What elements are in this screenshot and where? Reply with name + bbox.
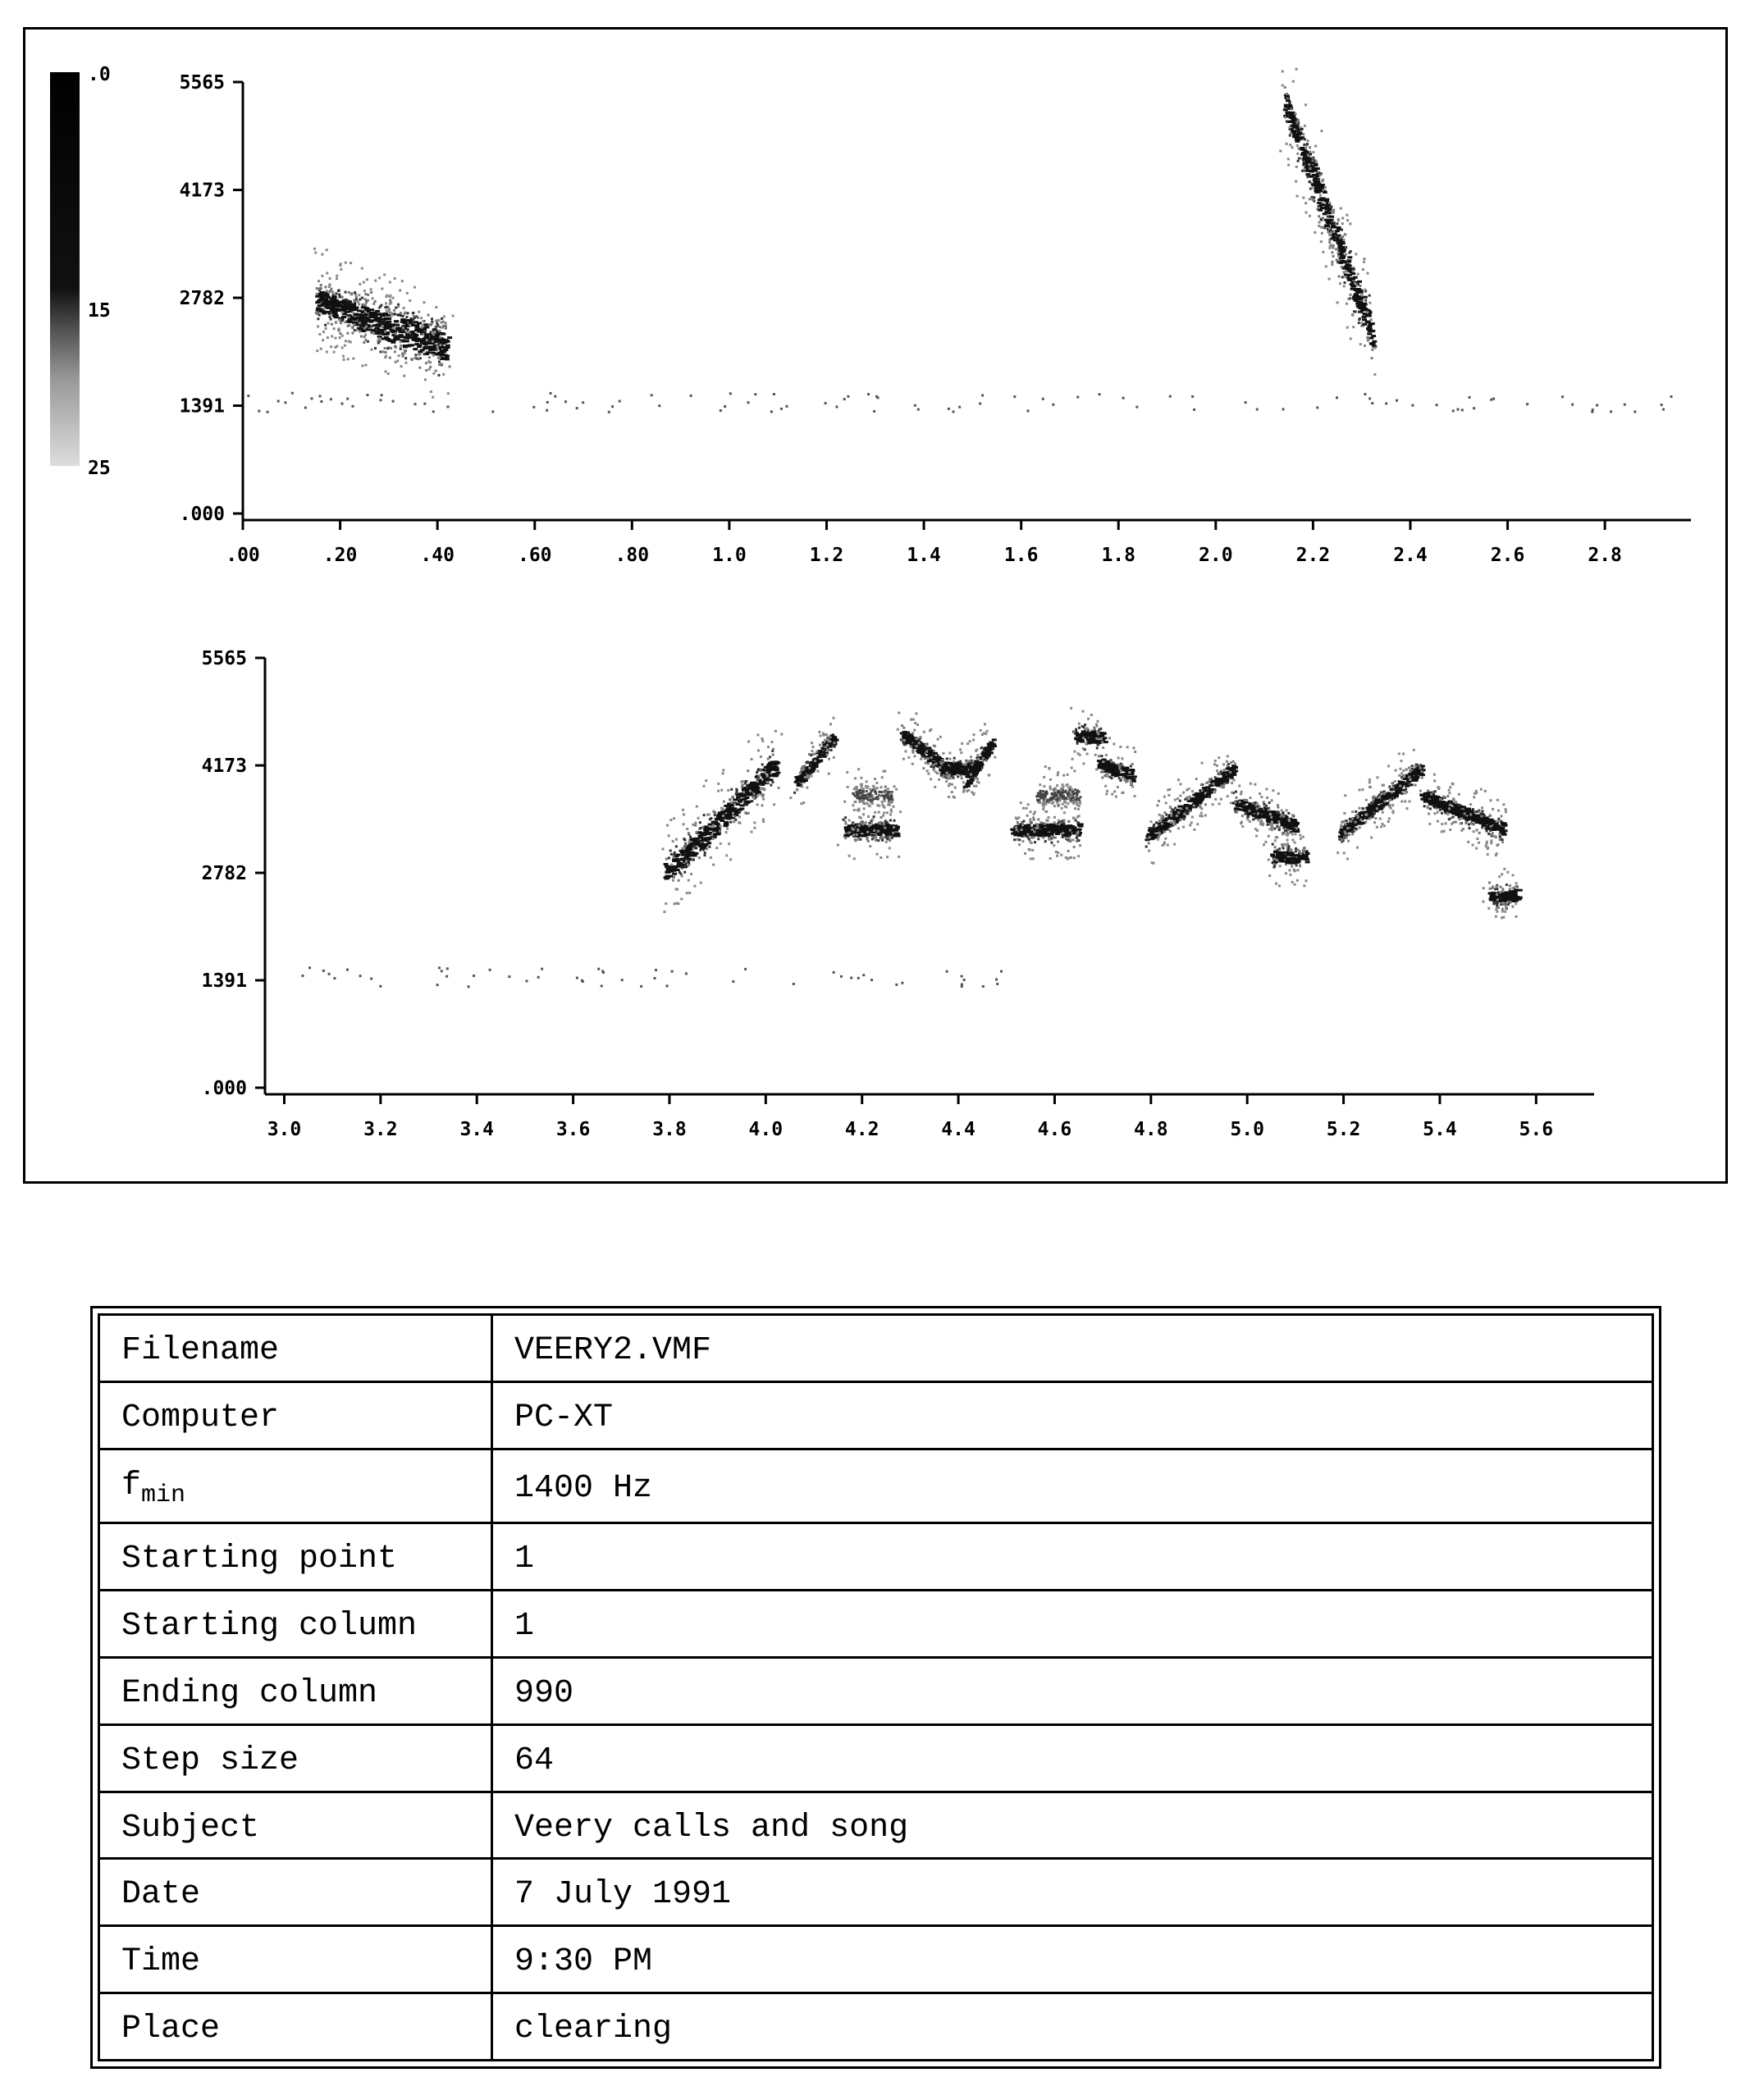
intensity-scale (50, 64, 111, 479)
metadata-label: Time (99, 1926, 492, 1993)
spectrogram-background (301, 966, 1003, 988)
x-tick-label: 1.2 (809, 545, 844, 566)
x-tick-label: 5.2 (1326, 1119, 1361, 1140)
spectrogram-call (313, 248, 455, 399)
metadata-label: Date (99, 1859, 492, 1926)
x-tick-label: 4.8 (1134, 1119, 1168, 1140)
x-tick-label: 2.0 (1199, 545, 1233, 566)
spectrogram-note (1419, 774, 1507, 856)
spectrogram-note (837, 801, 902, 861)
metadata-value: clearing (492, 1993, 1653, 2061)
metadata-label: Step size (99, 1724, 492, 1792)
spectrogram-figure (23, 27, 1728, 1184)
x-tick-label: 3.2 (363, 1119, 398, 1140)
y-tick-label: .000 (179, 504, 225, 525)
x-tick-label: 4.0 (748, 1119, 784, 1140)
metadata-row (99, 1993, 1653, 2061)
spectrogram-note (1482, 868, 1522, 920)
metadata-value: PC-XT (492, 1381, 1653, 1449)
x-tick-label: .00 (226, 545, 260, 566)
metadata-row (99, 1859, 1653, 1926)
spectrogram-call (1279, 68, 1377, 376)
metadata-row (99, 1724, 1653, 1792)
x-tick-label: .80 (615, 545, 650, 566)
intensity-scale-bar (50, 72, 80, 466)
metadata-value: 1 (492, 1591, 1653, 1658)
metadata-row (99, 1523, 1653, 1591)
x-tick-label: 5.4 (1423, 1119, 1457, 1140)
x-tick-label: 2.6 (1490, 545, 1525, 566)
metadata-label: $f_{min}$ (99, 1449, 492, 1523)
x-tick-label: 4.6 (1037, 1119, 1072, 1140)
x-tick-label: 4.2 (844, 1119, 880, 1140)
y-tick-label: 1391 (201, 970, 247, 993)
y-tick-label: 5565 (201, 648, 247, 669)
x-tick-label: 1.6 (1003, 545, 1039, 566)
y-tick-label: 1391 (179, 395, 225, 418)
metadata-row (99, 1792, 1653, 1859)
metadata-value: 1 (492, 1523, 1653, 1591)
x-tick-label: .60 (517, 545, 552, 566)
spectrogram-panels (25, 30, 1725, 1181)
spectrogram-panel-1 (50, 64, 1691, 566)
spectrogram-note (960, 723, 997, 796)
y-tick-label: 2782 (179, 288, 225, 310)
x-tick-label: 1.0 (712, 545, 747, 566)
metadata-label: Subject (99, 1792, 492, 1859)
x-tick-label: 4.4 (941, 1119, 976, 1140)
spectrogram-note (846, 768, 898, 824)
spectrogram-panel-2 (202, 648, 1594, 1140)
metadata-label: Place (99, 1993, 492, 2061)
y-tick-label: 4173 (201, 756, 247, 778)
metadata-label: Computer (99, 1381, 492, 1449)
spectrogram-note (1145, 755, 1238, 864)
metadata-label: Filename (99, 1315, 492, 1382)
metadata-row (99, 1926, 1653, 1993)
metadata-label: Starting column (99, 1591, 492, 1658)
metadata-row (99, 1315, 1653, 1382)
metadata-row (99, 1449, 1653, 1523)
metadata-value: 990 (492, 1658, 1653, 1725)
intensity-scale-label: 15 (88, 300, 111, 322)
y-tick-label: 2782 (201, 863, 247, 885)
x-tick-label: 2.4 (1393, 545, 1428, 566)
metadata-value: VEERY2.VMF (492, 1315, 1653, 1382)
y-tick-label: .000 (201, 1078, 247, 1099)
spectrogram-note (1095, 737, 1137, 797)
metadata-row (99, 1658, 1653, 1725)
spectrogram-sweep (662, 730, 784, 913)
y-tick-label: 5565 (179, 72, 225, 94)
x-tick-label: 1.4 (907, 545, 941, 566)
metadata-box (90, 1306, 1661, 2069)
x-tick-label: 3.6 (555, 1119, 591, 1140)
metadata-label: Ending column (99, 1658, 492, 1725)
metadata-label-subscript: min (141, 1481, 186, 1510)
x-tick-label: 2.8 (1588, 545, 1622, 566)
metadata-row (99, 1591, 1653, 1658)
x-tick-label: 3.0 (267, 1119, 302, 1140)
spectrogram-note (897, 712, 944, 788)
x-tick-label: 5.0 (1230, 1119, 1264, 1140)
metadata-value: 7 July 1991 (492, 1859, 1653, 1926)
spectrogram-note (1336, 749, 1425, 861)
intensity-scale-label: 25 (88, 458, 111, 479)
metadata-table (98, 1313, 1654, 2061)
x-tick-label: 1.8 (1101, 545, 1136, 566)
x-tick-label: 2.2 (1295, 545, 1331, 566)
metadata-value: 9:30 PM (492, 1926, 1653, 1993)
x-tick-label: .20 (322, 545, 358, 566)
spectrogram-note (789, 717, 838, 805)
spectrogram-note (1230, 783, 1302, 849)
spectrogram-background (247, 392, 1672, 413)
x-tick-label: 3.4 (459, 1119, 494, 1140)
metadata-row (99, 1381, 1653, 1449)
x-tick-label: 5.6 (1519, 1119, 1554, 1140)
y-tick-label: 4173 (179, 180, 225, 202)
spectrogram-note (1029, 765, 1081, 824)
x-tick-label: .40 (420, 545, 455, 566)
spectrogram-note (1010, 801, 1083, 861)
metadata-value: 64 (492, 1724, 1653, 1792)
metadata-label: Starting point (99, 1523, 492, 1591)
x-tick-label: 3.8 (652, 1119, 687, 1140)
metadata-value: 1400 Hz (492, 1449, 1653, 1523)
intensity-scale-label: .0 (88, 64, 111, 85)
metadata-value: Veery calls and song (492, 1792, 1653, 1859)
